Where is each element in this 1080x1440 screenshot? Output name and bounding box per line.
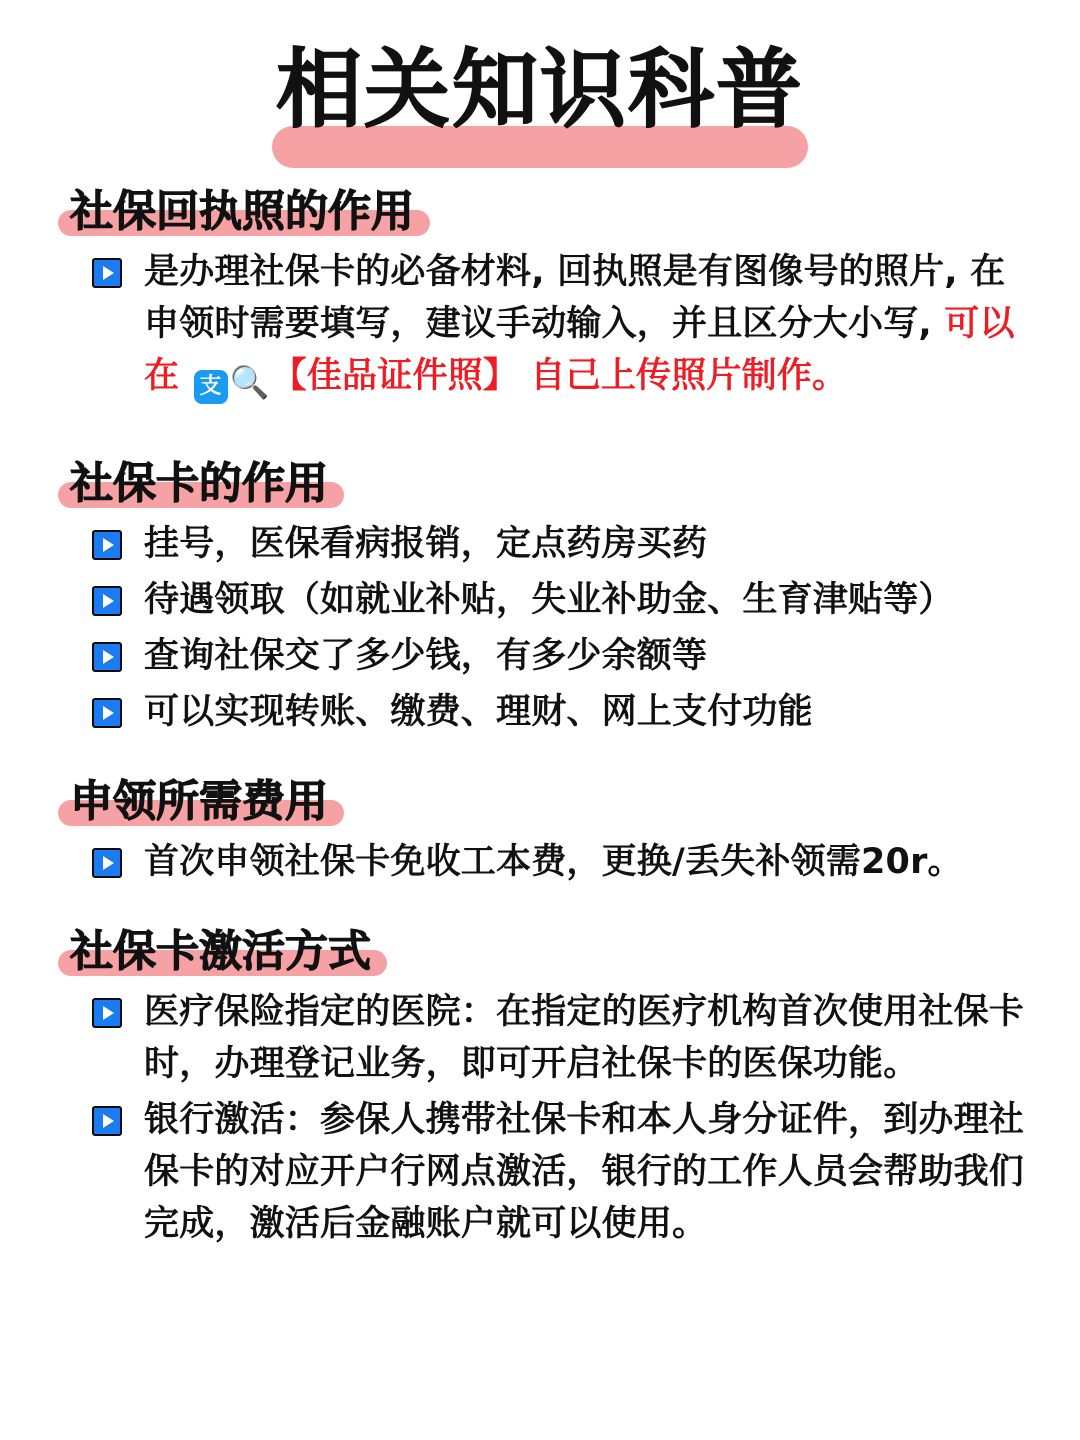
list-item-text: 挂号，医保看病报销，定点药房买药 — [144, 524, 708, 564]
alipay-icon: 支 — [194, 370, 228, 404]
section-heading — [58, 184, 430, 240]
section-heading-text: 社保卡的作用 — [70, 459, 328, 509]
play-square-icon — [92, 698, 122, 728]
section-card-activation-methods — [40, 924, 1040, 1250]
list-item-text: 首次申领社保卡免收工本费，更换/丢失补领需20r。 — [144, 842, 963, 882]
play-square-icon — [92, 530, 122, 560]
list-item-text: 可以实现转账、缴费、理财、网上支付功能 — [144, 692, 813, 732]
list-item-text-highlight-lead: 可以在 — [144, 304, 1015, 396]
section-heading — [58, 774, 344, 830]
magnifier-icon: 🔍 — [229, 363, 270, 401]
bullet-list — [40, 518, 1040, 738]
list-item — [92, 246, 1032, 408]
bullet-list — [40, 246, 1040, 408]
list-item — [92, 574, 1032, 626]
list-item-text: 银行激活：参保人携带社保卡和本人身分证件，到办理社保卡的对应开户行网点激活，银行的工作人员会帮助我们完成，激活后金融账户就可以使用。 — [144, 1100, 1025, 1244]
list-item-text: 医疗保险指定的医院：在指定的医疗机构首次使用社保卡时，办理登记业务，即可开启社保卡的医保功能。 — [144, 992, 1025, 1084]
list-item-text: 待遇领取（如就业补贴，失业补助金、生育津贴等） — [144, 580, 954, 620]
play-square-icon — [92, 848, 122, 878]
play-square-icon — [92, 586, 122, 616]
section-heading-text: 社保回执照的作用 — [70, 187, 414, 237]
bullet-list — [40, 836, 1040, 888]
inline-app-icons — [192, 356, 272, 408]
section-heading — [58, 924, 387, 980]
section-heading-text: 社保卡激活方式 — [70, 927, 371, 977]
list-item — [92, 986, 1032, 1090]
list-item — [92, 1094, 1032, 1250]
list-item-text-highlight-tail: 【佳品证件照】 自己上传照片制作。 — [271, 356, 848, 396]
page-title-text: 相关知识科普 — [276, 40, 804, 140]
play-square-icon — [92, 258, 122, 288]
play-square-icon — [92, 1106, 122, 1136]
play-square-icon — [92, 998, 122, 1028]
list-item — [92, 686, 1032, 738]
section-heading-text: 申领所需费用 — [70, 777, 328, 827]
section-social-security-receipt-photo — [40, 184, 1040, 408]
spacer — [40, 414, 1040, 456]
list-item — [92, 630, 1032, 682]
list-item — [92, 836, 1032, 888]
section-heading — [58, 456, 344, 512]
list-item-text-normal: 是办理社保卡的必备材料, 回执照是有图像号的照片, 在申领时需要填写，建议手动输入，并且区分大小写, — [144, 252, 1006, 344]
page-title — [40, 34, 1040, 166]
play-square-icon — [92, 642, 122, 672]
bullet-list — [40, 986, 1040, 1250]
list-item-text: 查询社保交了多少钱，有多少余额等 — [144, 636, 708, 676]
spacer — [40, 744, 1040, 774]
section-social-security-card-uses — [40, 456, 1040, 738]
spacer — [40, 894, 1040, 924]
list-item — [92, 518, 1032, 570]
section-application-fees — [40, 774, 1040, 888]
